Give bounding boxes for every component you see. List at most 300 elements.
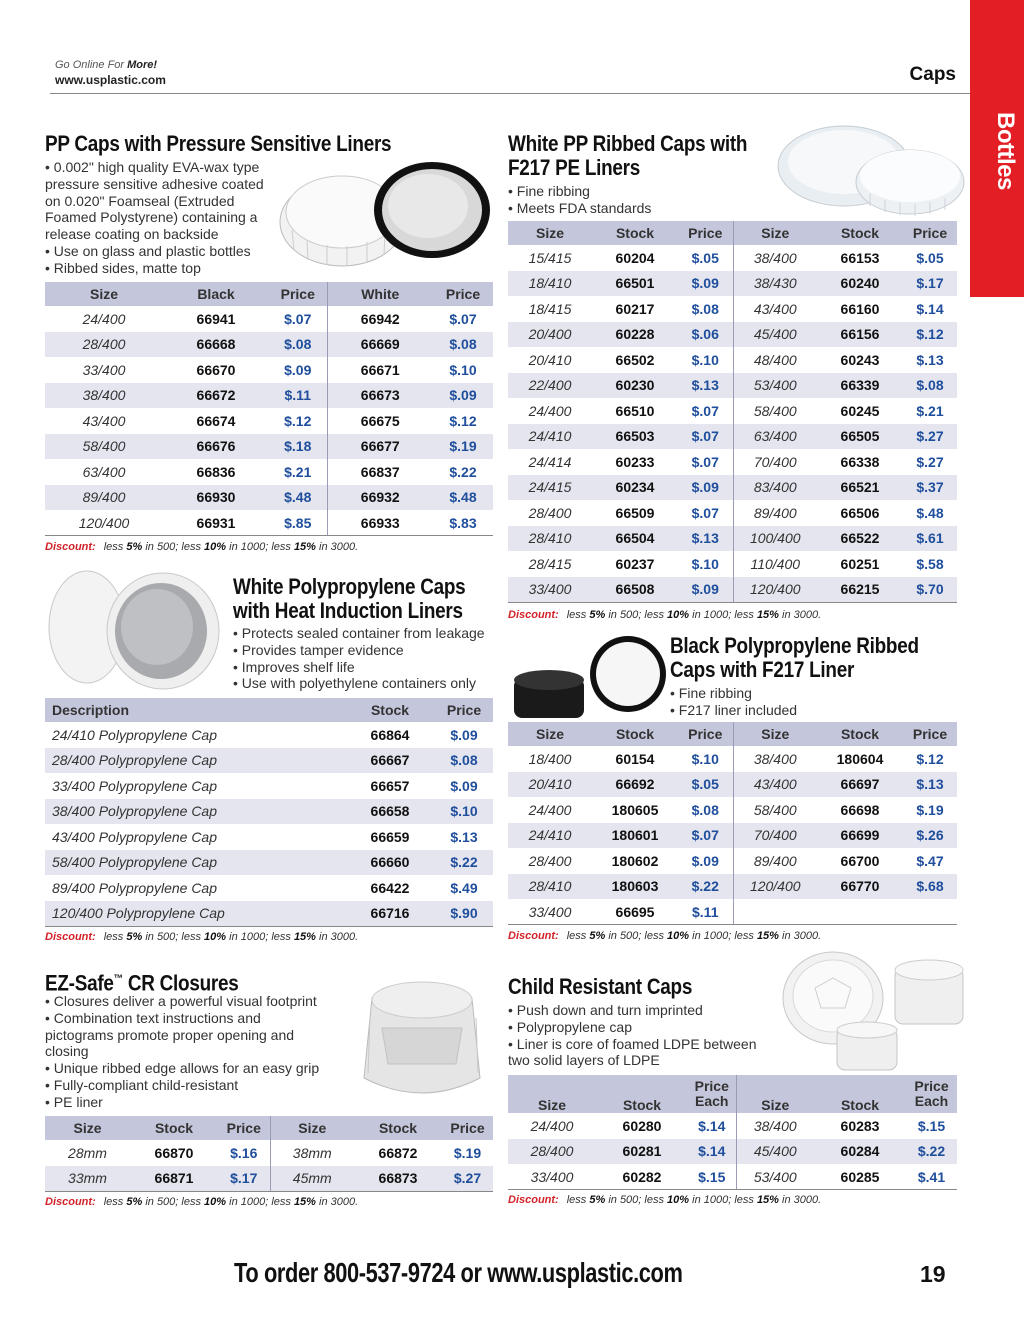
discount-text: in 3000. <box>778 609 822 621</box>
price-cell: $.18 <box>269 434 327 460</box>
discount-pct: 5% <box>589 930 606 942</box>
stock-cell: 60234 <box>592 475 678 501</box>
price-cell: $.05 <box>916 249 944 266</box>
table-row <box>45 824 493 850</box>
size-cell: 43/400 <box>82 412 126 429</box>
price-cell: $.08 <box>433 332 493 358</box>
col-header <box>906 1075 957 1113</box>
price-cell: $.07 <box>678 398 733 424</box>
price-cell: $.13 <box>903 772 957 798</box>
stock-cell: 66677 <box>327 434 433 460</box>
stock-cell: 60245 <box>840 402 880 419</box>
size-cell: 43/400 <box>753 300 797 317</box>
table-row <box>45 901 493 927</box>
table-row <box>508 322 957 348</box>
size-cell: 43/400 <box>733 772 817 798</box>
stock-cell: 60230 <box>592 373 678 399</box>
table-row <box>45 1140 493 1166</box>
size-cell: 28/400 <box>528 504 572 521</box>
description-cell: 33/400 Polypropylene Cap <box>52 777 218 794</box>
size-cell: 28/400 <box>508 1139 596 1165</box>
price-cell: $.22 <box>435 850 493 876</box>
price-cell: $.05 <box>678 772 733 798</box>
bullet: • Closures deliver a powerful visual footprint <box>45 993 317 1009</box>
stock-cell: 60154 <box>615 750 655 767</box>
discount-text: in 3000. <box>778 1194 822 1206</box>
stock-cell: 66669 <box>327 332 433 358</box>
col-header: Stock <box>130 1116 218 1140</box>
bullet: • Improves shelf life <box>233 658 355 675</box>
stock-cell: 66675 <box>360 412 400 429</box>
stock-cell: 66505 <box>817 424 903 450</box>
black-ribbed-cap-image <box>508 632 668 722</box>
size-cell: 24/410 <box>508 823 592 849</box>
header-line: Each <box>695 1093 729 1109</box>
stock-cell: 66871 <box>130 1166 218 1192</box>
description-cell: 89/400 Polypropylene Cap <box>52 879 218 896</box>
black-ribbed-title <box>670 634 919 682</box>
stock-cell: 66156 <box>817 322 903 348</box>
ez-safe-bullets <box>45 993 319 1111</box>
table-row <box>508 797 957 823</box>
size-cell: 18/400 <box>528 750 572 767</box>
discount-text: in 1000; less <box>226 1196 294 1208</box>
table-row <box>45 485 493 511</box>
size-cell: 24/415 <box>508 475 592 501</box>
size-cell: 38/400 <box>753 750 797 767</box>
discount-text: less <box>103 931 127 943</box>
price-cell: $.12 <box>449 412 477 429</box>
bullet: • Fine ribbing <box>508 183 590 199</box>
stock-cell: 66503 <box>592 424 678 450</box>
size-cell: 24/400 <box>82 310 126 327</box>
col-header: Stock <box>817 221 903 245</box>
stock-cell: 66506 <box>840 504 880 521</box>
size-cell: 120/400 <box>733 577 817 603</box>
price-cell: $.85 <box>269 510 327 536</box>
col-header: Price <box>678 722 733 746</box>
price-cell: $.21 <box>269 459 327 485</box>
col-header: Stock <box>345 698 435 722</box>
discount-note <box>508 930 821 942</box>
discount-text: less <box>566 930 590 942</box>
discount-label: Discount: <box>45 931 96 943</box>
col-header: Size <box>508 722 592 746</box>
stock-cell: 66837 <box>360 463 400 480</box>
black-ribbed-bullets <box>670 685 797 719</box>
heat-induction-cap-image <box>45 565 225 700</box>
bullet: • Polypropylene cap <box>508 1018 632 1035</box>
discount-label: Discount: <box>45 541 96 553</box>
title-line: with Heat Induction Liners <box>233 598 463 623</box>
stock-cell: 60243 <box>840 351 880 368</box>
col-header: Size <box>45 282 163 306</box>
size-cell: 58/400 <box>45 434 163 460</box>
discount-pct: 15% <box>293 541 316 553</box>
table-row <box>45 722 493 748</box>
child-resistant-table <box>508 1075 957 1190</box>
price-cell: $.08 <box>435 748 493 774</box>
stock-cell: 66673 <box>327 383 433 409</box>
ez-safe-title <box>45 967 239 995</box>
price-cell: $.07 <box>678 500 733 526</box>
col-header: Stock <box>592 722 678 746</box>
price-cell: $.07 <box>678 823 733 849</box>
col-header: White <box>327 282 433 306</box>
size-cell: 38/400 <box>753 1117 797 1134</box>
price-cell: $.09 <box>678 475 733 501</box>
description-cell: 43/400 Polypropylene Cap <box>52 828 218 845</box>
discount-text: in 500; less <box>605 930 668 942</box>
size-cell: 24/414 <box>528 453 572 470</box>
col-header: Price <box>435 698 493 722</box>
discount-label: Discount: <box>508 609 559 621</box>
discount-pct: 5% <box>589 609 606 621</box>
size-cell: 38/400 <box>753 249 797 266</box>
size-cell: 20/400 <box>508 322 592 348</box>
stock-cell: 66339 <box>817 373 903 399</box>
discount-text: in 1000; less <box>226 541 294 553</box>
size-cell: 33mm <box>45 1166 130 1192</box>
price-cell: $.48 <box>269 485 327 511</box>
price-cell: $.14 <box>688 1113 736 1139</box>
price-cell: $.27 <box>916 453 944 470</box>
header-url[interactable]: www.usplastic.com <box>55 73 166 87</box>
stock-cell: 66941 <box>196 310 236 327</box>
size-cell: 20/410 <box>528 351 572 368</box>
discount-text: in 500; less <box>605 1194 668 1206</box>
price-cell: $.19 <box>916 801 944 818</box>
size-cell: 53/400 <box>736 1164 814 1190</box>
description-cell: 120/400 Polypropylene Cap <box>45 901 345 927</box>
description-cell: 28/400 Polypropylene Cap <box>45 748 345 774</box>
discount-label: Discount: <box>45 1196 96 1208</box>
table-row <box>45 459 493 485</box>
stock-cell: 66770 <box>817 874 903 900</box>
bullet: • Combination text instructions and <box>45 1009 261 1026</box>
price-cell: $.41 <box>906 1164 957 1190</box>
bullet: • Meets FDA standards <box>508 199 652 216</box>
stock-cell <box>817 899 903 925</box>
price-cell: $.49 <box>450 879 478 896</box>
title-line: White PP Ribbed Caps with <box>508 131 748 156</box>
table-row <box>45 799 493 825</box>
table-row <box>45 875 493 901</box>
price-cell: $.07 <box>269 306 327 332</box>
price-cell: $.58 <box>916 555 944 572</box>
price-cell: $.13 <box>916 351 944 368</box>
discount-text: in 1000; less <box>226 931 294 943</box>
size-cell: 83/400 <box>733 475 817 501</box>
col-header: Stock <box>592 221 678 245</box>
size-cell: 24/400 <box>530 1117 574 1134</box>
discount-text: in 3000. <box>315 1196 359 1208</box>
size-cell: 120/400 <box>733 874 817 900</box>
table-row <box>508 500 957 526</box>
price-cell: $.12 <box>269 408 327 434</box>
stock-cell: 66657 <box>370 777 410 794</box>
price-cell: $.09 <box>678 271 733 297</box>
description-cell: 58/400 Polypropylene Cap <box>45 850 345 876</box>
discount-pct: 5% <box>126 541 143 553</box>
price-cell: $.19 <box>433 434 493 460</box>
price-cell: $.26 <box>903 823 957 849</box>
category-tab-label: Bottles <box>992 112 1019 190</box>
stock-cell: 66521 <box>817 475 903 501</box>
heat-induction-bullets <box>233 625 485 692</box>
discount-pct: 10% <box>667 930 690 942</box>
table-row <box>508 551 957 577</box>
category-tab <box>970 0 1024 297</box>
table-row <box>45 773 493 799</box>
col-header: Price <box>433 282 493 306</box>
price-cell: $.09 <box>450 777 478 794</box>
col-header: Price <box>218 1116 270 1140</box>
col-header: Size <box>733 221 817 245</box>
table-row <box>508 296 957 322</box>
discount-text: in 500; less <box>142 931 205 943</box>
discount-text: less <box>103 541 127 553</box>
price-cell: $.09 <box>678 577 733 603</box>
stock-cell: 66504 <box>592 526 678 552</box>
stock-cell: 66942 <box>360 310 400 327</box>
stock-cell: 66672 <box>163 383 269 409</box>
discount-text: in 1000; less <box>689 1194 757 1206</box>
stock-cell: 180604 <box>836 750 884 767</box>
table-row <box>508 1139 957 1165</box>
price-cell: $.17 <box>218 1166 270 1192</box>
table-row <box>45 332 493 358</box>
price-cell: $.10 <box>678 347 733 373</box>
stock-cell: 66658 <box>345 799 435 825</box>
size-cell: 28/410 <box>508 874 592 900</box>
discount-label: Discount: <box>508 1194 559 1206</box>
stock-cell: 180603 <box>592 874 678 900</box>
col-header: Price <box>678 221 733 245</box>
title-line: White Polypropylene Caps <box>233 574 466 599</box>
bullet: • Protects sealed container from leakage <box>233 625 485 641</box>
discount-text: less <box>103 1196 127 1208</box>
stock-cell: 66873 <box>354 1166 442 1192</box>
description-cell: 38/400 Polypropylene Cap <box>45 799 345 825</box>
size-cell: 63/400 <box>733 424 817 450</box>
size-cell <box>733 899 817 925</box>
discount-text: less <box>566 1194 590 1206</box>
size-cell: 28/400 <box>45 332 163 358</box>
table-row <box>508 271 957 297</box>
size-cell: 110/400 <box>750 555 801 572</box>
table-row <box>508 577 957 603</box>
price-cell: $.13 <box>678 373 733 399</box>
price-cell: $.08 <box>903 373 957 399</box>
size-cell: 28mm <box>68 1144 107 1161</box>
price-cell: $.14 <box>688 1139 736 1165</box>
stock-cell: 66716 <box>345 901 435 927</box>
stock-cell: 180602 <box>611 852 659 869</box>
stock-cell: 66864 <box>370 726 410 743</box>
price-cell: $.48 <box>433 485 493 511</box>
price-cell: $.61 <box>903 526 957 552</box>
table-row <box>45 408 493 434</box>
stock-cell: 66510 <box>615 402 655 419</box>
trademark-symbol: ™ <box>113 973 123 985</box>
price-cell: $.90 <box>435 901 493 927</box>
price-cell: $.14 <box>916 300 944 317</box>
price-cell: $.16 <box>218 1140 270 1166</box>
stock-cell: 66668 <box>163 332 269 358</box>
header-divider <box>50 93 1024 94</box>
size-cell: 70/400 <box>753 453 797 470</box>
price-cell: $.08 <box>678 797 733 823</box>
discount-text: in 500; less <box>142 1196 205 1208</box>
col-header: Stock <box>354 1116 442 1140</box>
stock-cell: 66160 <box>840 300 880 317</box>
bullet: release coating on backside <box>45 226 219 243</box>
col-header: Black <box>163 282 269 306</box>
stock-cell: 66676 <box>163 434 269 460</box>
size-cell: 18/410 <box>508 271 592 297</box>
price-cell: $.22 <box>449 463 477 480</box>
price-cell: $.09 <box>269 357 327 383</box>
price-cell: $.12 <box>916 750 944 767</box>
bullet: • Use with polyethylene containers only <box>233 675 477 692</box>
header-line: Price <box>914 1078 949 1094</box>
bullet: closing <box>45 1043 89 1060</box>
size-cell: 45/400 <box>733 322 817 348</box>
discount-pct: 10% <box>204 1196 227 1208</box>
table-row <box>45 850 493 876</box>
price-cell: $.09 <box>433 383 493 409</box>
price-cell: $.22 <box>678 874 733 900</box>
discount-note <box>508 609 821 621</box>
table-row <box>45 383 493 409</box>
size-cell: 38/430 <box>733 271 817 297</box>
stock-cell: 66930 <box>163 485 269 511</box>
size-cell: 33/400 <box>508 577 592 603</box>
discount-note <box>45 1196 358 1208</box>
title-text: EZ-Safe <box>45 970 114 996</box>
size-cell: 120/400 <box>45 510 163 536</box>
size-cell: 15/415 <box>528 249 572 266</box>
discount-text: in 500; less <box>142 541 205 553</box>
stock-cell: 66674 <box>196 412 236 429</box>
price-cell: $.27 <box>903 424 957 450</box>
header-line: Each <box>914 1093 949 1109</box>
stock-cell: 66509 <box>615 504 655 521</box>
price-cell: $.68 <box>903 874 957 900</box>
go-online-text: Go Online For More! <box>55 59 158 71</box>
table-row <box>508 823 957 849</box>
bullet: pressure sensitive adhesive coated <box>45 175 264 192</box>
price-cell: $.22 <box>906 1139 957 1165</box>
section-title: Caps <box>909 64 956 85</box>
size-cell: 33/400 <box>508 899 592 925</box>
title-line: Black Polypropylene Ribbed <box>670 633 919 658</box>
pp-caps-bullets <box>45 159 264 277</box>
discount-text: in 3000. <box>315 541 359 553</box>
ez-safe-cap-image <box>352 968 492 1113</box>
bullet: • Use on glass and plastic bottles <box>45 242 251 259</box>
stock-cell: 66153 <box>840 249 880 266</box>
stock-cell: 60280 <box>622 1117 662 1134</box>
pp-caps-title: PP Caps with Pressure Sensitive Liners <box>45 131 392 156</box>
stock-cell: 66836 <box>196 463 236 480</box>
price-cell: $.07 <box>678 424 733 450</box>
table-row <box>508 746 957 772</box>
child-resistant-cap-image <box>775 948 970 1073</box>
col-header: Stock <box>814 1075 906 1113</box>
white-ribbed-table <box>508 221 957 603</box>
col-header: Stock <box>596 1075 688 1113</box>
heat-induction-table <box>45 698 493 927</box>
size-cell: 89/400 <box>753 852 797 869</box>
price-cell: $.10 <box>435 799 493 825</box>
table-row <box>508 874 957 900</box>
stock-cell: 66338 <box>840 453 880 470</box>
table-row <box>45 510 493 536</box>
table-row <box>45 434 493 460</box>
discount-text: in 3000. <box>315 931 359 943</box>
description-cell: 24/410 Polypropylene Cap <box>52 726 218 743</box>
col-header: Price <box>903 722 957 746</box>
size-cell: 58/400 <box>753 402 797 419</box>
col-header: Size <box>733 722 817 746</box>
discount-pct: 15% <box>756 1194 779 1206</box>
stock-cell: 60284 <box>814 1139 906 1165</box>
stock-cell: 60285 <box>814 1164 906 1190</box>
price-cell: $.10 <box>678 551 733 577</box>
child-resistant-bullets <box>508 1002 756 1069</box>
stock-cell: 66508 <box>592 577 678 603</box>
bullet: • Unique ribbed edge allows for an easy grip <box>45 1060 320 1077</box>
table-row <box>508 899 957 925</box>
bullet: • Push down and turn imprinted <box>508 1002 703 1018</box>
stock-cell: 66522 <box>817 526 903 552</box>
price-cell: $.83 <box>433 510 493 536</box>
stock-cell: 60281 <box>596 1139 688 1165</box>
order-footer[interactable]: To order 800-537-9724 or www.usplastic.com <box>234 1257 683 1288</box>
table-row <box>45 748 493 774</box>
price-cell <box>903 899 957 925</box>
size-cell: 58/400 <box>753 801 797 818</box>
discount-pct: 15% <box>756 609 779 621</box>
bullet: • Ribbed sides, matte top <box>45 259 201 276</box>
stock-cell: 60237 <box>615 555 655 572</box>
size-cell: 89/400 <box>753 504 797 521</box>
price-cell: $.70 <box>903 577 957 603</box>
bullet: • Fully-compliant child-resistant <box>45 1076 239 1093</box>
bullet: • Liner is core of foamed LDPE between <box>508 1035 757 1052</box>
col-header: Description <box>45 698 345 722</box>
bullet: pictograms promote proper opening and <box>45 1026 295 1043</box>
table-row <box>508 475 957 501</box>
discount-label: Discount: <box>508 930 559 942</box>
table-row <box>45 357 493 383</box>
size-cell: 45mm <box>270 1166 354 1192</box>
bullet: • PE liner <box>45 1093 103 1110</box>
table-row <box>508 848 957 874</box>
title-line: F217 PE Liners <box>508 155 641 180</box>
stock-cell: 60204 <box>615 249 655 266</box>
price-cell: $.12 <box>903 322 957 348</box>
price-cell: $.07 <box>678 449 733 475</box>
heat-induction-title <box>233 575 465 623</box>
discount-note <box>45 541 358 553</box>
stock-cell: 66670 <box>196 361 236 378</box>
bullet: two solid layers of LDPE <box>508 1052 660 1069</box>
stock-cell: 66698 <box>840 801 880 818</box>
white-ribbed-cap-image <box>770 118 968 220</box>
